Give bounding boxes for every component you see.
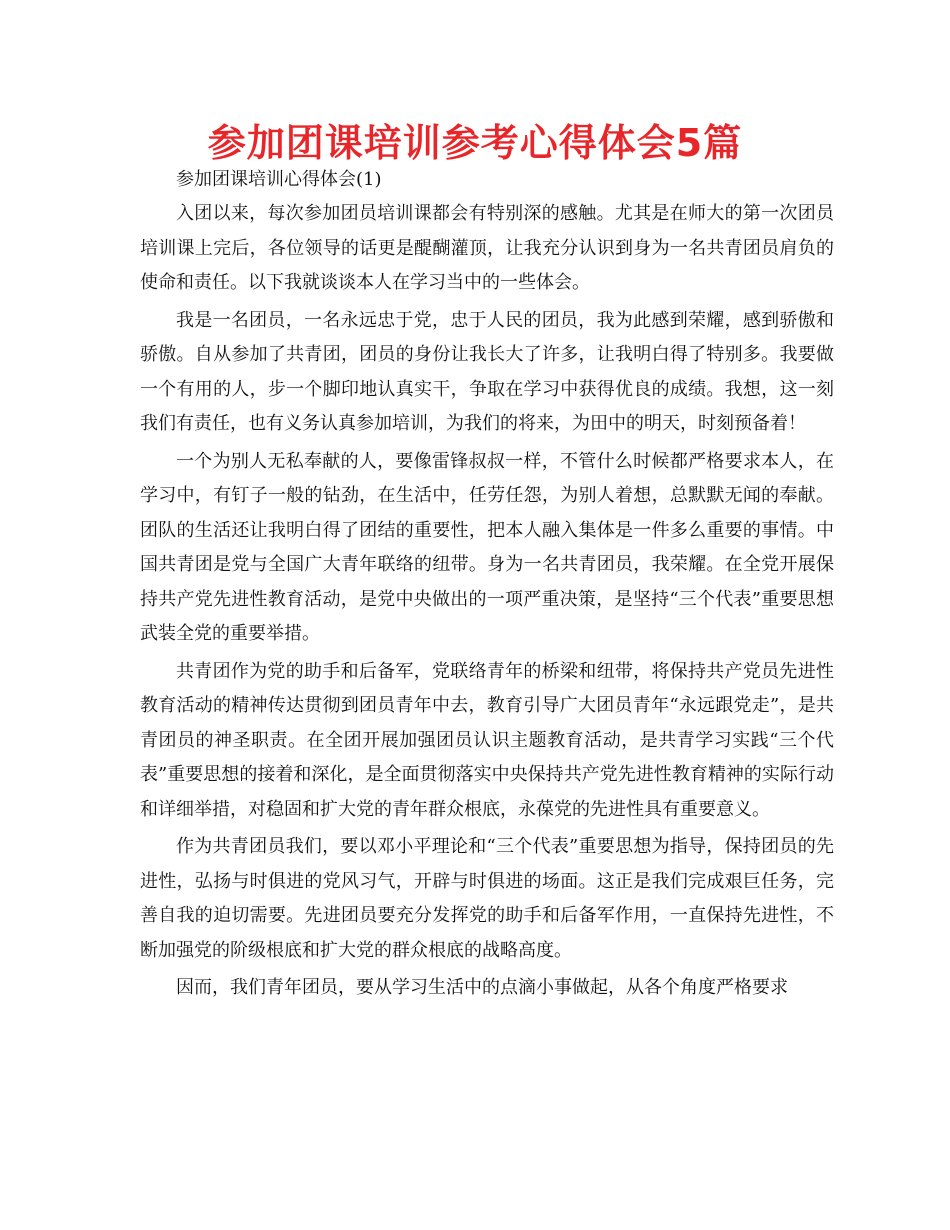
paragraph: 作为共青团员我们，要以邓小平理论和“三个代表”重要思想为指导，保持团员的先进性，弘扬与时俱进的党风习气，开辟与时俱进的场面。这正是我们完成艰巨任务，完善自我的迫切需要。先进团员要充分发挥党的助手和后备军作用，一直保持先进性，不断加强党的阶级根底和扩大党的群众根底的战略高度。 [140,836,834,961]
document-body [140,197,834,1009]
paragraph: 因而，我们青年团员，要从学习生活中的点滴小事做起，从各个角度严格要求 [176,977,788,998]
paragraph: 我是一名团员，一名永远忠于党，忠于人民的团员，我为此感到荣耀，感到骄傲和骄傲。自从参加了共青团，团员的身份让我长大了许多，让我明白得了特别多。我要做一个有用的人，步一个脚印地认真实干，争取在学习中获得优良的成绩。我想，这一刻我们有责任，也有义务认真参加培训，为我们的将来，为田中的明天，时刻预备着！ [140,309,834,434]
paragraph: 一个为别人无私奉献的人，要像雷锋叔叔一样，不管什么时候都严格要求本人，在学习中，有钉子一般的钻劲，在生活中，任劳任怨，为别人着想，总默默无闻的奉献。团队的生活还让我明白得了团结的重要性，把本人融入集体是一件多么重要的事情。中国共青团是党与全国广大青年联络的纽带。身为一名共青团员，我荣耀。在全党开展保持共产党先进性教育活动，是党中央做出的一项严重决策，是坚持“三个代表”重要思想武装全党的重要举措。 [140,450,834,644]
document-title: 参加团课培训参考心得体会5篇 [207,121,743,165]
paragraph: 共青团作为党的助手和后备军，党联络青年的桥梁和纽带，将保持共产党员先进性教育活动的精神传达贯彻到团员青年中去，教育引导广大团员青年“永远跟党走”，是共青团员的神圣职责。在全团开展加强团员认识主题教育活动，是共青学习实践“三个代表”重要思想的接着和深化，是全面贯彻落实中央保持共产党先进性教育精神的实际行动和详细举措，对稳固和扩大党的青年群众根底，永葆党的先进性具有重要意义。 [140,660,834,820]
paragraph: 入团以来，每次参加团员培训课都会有特别深的感触。尤其是在师大的第一次团员培训课上完后，各位领导的话更是醍醐灌顶，让我充分认识到身为一名共青团员肩负的使命和责任。以下我就谈谈本人在学习当中的一些体会。 [140,203,834,293]
document-subtitle: 参加团课培训心得体会(1) [176,169,382,190]
